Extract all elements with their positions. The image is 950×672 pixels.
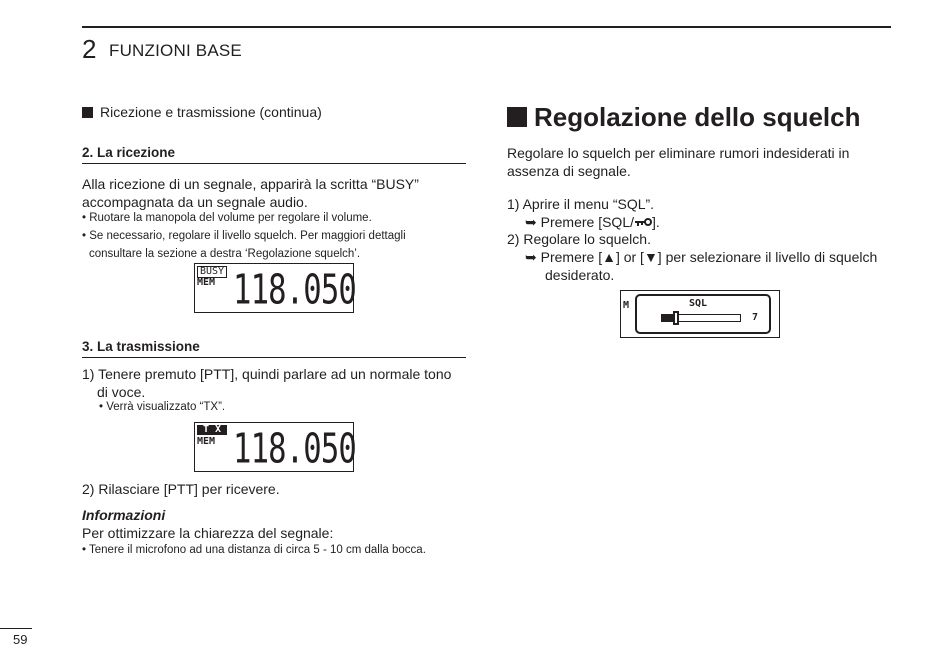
- reception-bullet-2a: • Se necessario, regolare il livello squelch. Per maggiori dettagli: [82, 230, 406, 242]
- reception-heading: 2. La ricezione: [82, 145, 176, 160]
- step1-text: 1) Aprire il menu “SQL”.: [507, 196, 655, 212]
- info-text: Per ottimizzare la chiarezza del segnale:: [82, 525, 334, 541]
- transmission-heading: 3. La trasmissione: [82, 339, 200, 354]
- mem-indicator: M: [623, 300, 630, 311]
- frequency-readout: 118.050: [233, 425, 357, 473]
- info-bullet: • Tenere il microfono ad una distanza di circa 5 - 10 cm dalla bocca.: [82, 544, 426, 556]
- reception-text-1: Alla ricezione di un segnale, apparirà la scritta “BUSY”: [82, 176, 419, 192]
- transmission-step1-a: 1) Tenere premuto [PTT], quindi parlare ad un normale tono: [82, 366, 452, 382]
- step2-text: 2) Regolare lo squelch.: [507, 231, 651, 247]
- chapter-title: FUNZIONI BASE: [109, 41, 242, 60]
- mem-indicator: MEM: [197, 436, 216, 447]
- step2-sub-2: desiderato.: [545, 267, 615, 283]
- mem-indicator: MEM: [197, 277, 216, 288]
- transmission-rule: [82, 357, 466, 358]
- intro-line-1: Regolare lo squelch per eliminare rumori indesiderati in: [507, 145, 850, 161]
- reception-rule: [82, 163, 466, 164]
- square-bullet-icon: [82, 107, 93, 118]
- reception-bullet-2b: consultare la sezione a destra ‘Regolazione squelch’.: [89, 248, 361, 260]
- sql-value: 7: [752, 312, 759, 323]
- busy-badge: BUSY: [197, 266, 227, 278]
- lcd-sql-display: [620, 290, 780, 338]
- info-heading: Informazioni: [82, 507, 166, 523]
- intro-line-2: assenza di segnale.: [507, 163, 631, 179]
- arrow-icon: ➥: [525, 249, 537, 265]
- continuation-heading: Ricezione e trasmissione (continua): [82, 103, 322, 121]
- step1-sub: ➥ Premere [SQL/ ].: [525, 214, 660, 230]
- key-icon: [634, 214, 652, 230]
- reception-bullet-1: • Ruotare la manopola del volume per regolare il volume.: [82, 212, 372, 224]
- lcd-tx-display: [194, 422, 357, 473]
- frequency-readout: 118.050: [233, 266, 357, 314]
- transmission-step1-bullet: • Verrà visualizzato “TX”.: [99, 401, 226, 413]
- slider-thumb: [673, 311, 679, 325]
- footer-rule: [0, 628, 32, 629]
- reception-text-2: accompagnata da un segnale audio.: [82, 194, 308, 210]
- sql-label: SQL: [689, 298, 708, 309]
- step2-sub-1: ➥ Premere [▲] or [▼] per selezionare il livello di squelch: [525, 249, 878, 265]
- arrow-icon: ➥: [525, 214, 537, 230]
- slider-fill: [661, 314, 673, 322]
- lcd-busy-display: [194, 263, 357, 314]
- transmission-step1-b: di voce.: [97, 384, 146, 400]
- section-title: Regolazione dello squelch: [507, 102, 861, 132]
- sql-level-slider: [661, 314, 741, 322]
- tx-badge: T X: [197, 425, 227, 435]
- page-number: 59: [13, 632, 28, 647]
- chapter-number: 2: [82, 34, 97, 64]
- transmission-step2: 2) Rilasciare [PTT] per ricevere.: [82, 481, 280, 497]
- header-rule: [82, 26, 891, 28]
- square-bullet-icon: [507, 107, 527, 127]
